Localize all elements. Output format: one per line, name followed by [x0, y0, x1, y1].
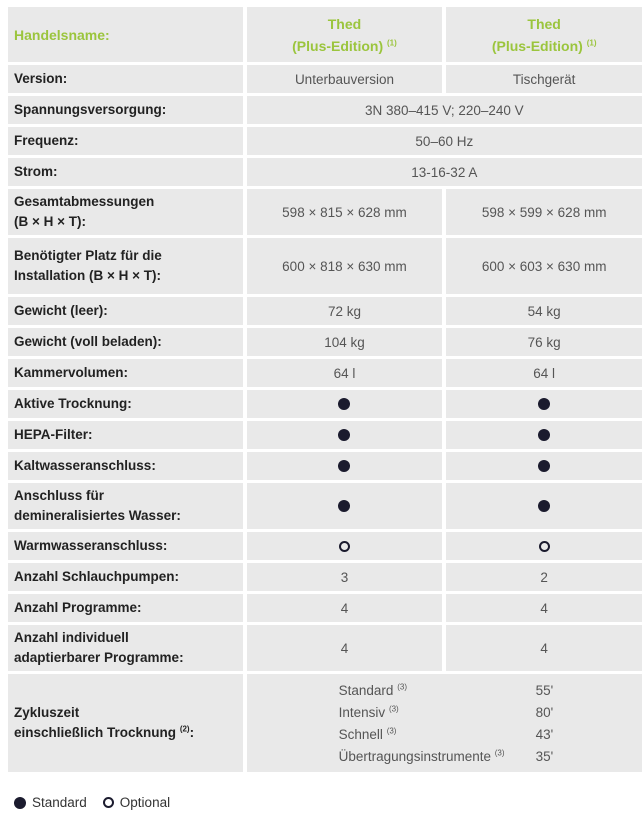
label-line1: Gesamtabmessungen — [14, 194, 155, 209]
value-b: 4 — [446, 594, 642, 622]
value-a: 64 l — [247, 359, 443, 387]
product-b-sup: (1) — [586, 37, 597, 47]
row-demin — [8, 483, 642, 529]
row-label — [8, 189, 243, 235]
value-b — [446, 421, 642, 449]
product-b-edition: (Plus-Edition) — [491, 37, 583, 54]
value-a — [247, 483, 443, 529]
row-zykluszeit — [8, 674, 642, 772]
row-label: Strom: — [8, 158, 243, 186]
cycle-time: 55' — [535, 683, 554, 698]
cycle-program: Intensiv $^{(3)}$ — [338, 704, 399, 720]
label-line2: einschließlich Trocknung — [14, 725, 177, 740]
value-b: 2 — [446, 563, 642, 591]
standard-dot-icon — [538, 460, 550, 472]
row-label: Spannungsversorgung: — [8, 96, 243, 124]
value-b — [446, 532, 642, 560]
spec-table — [8, 7, 642, 775]
cycle-times — [247, 674, 642, 772]
row-label: Gewicht (leer): — [8, 297, 243, 325]
product-a-name: Thed — [327, 15, 362, 32]
row-label: Version: — [8, 65, 243, 93]
cycle-time: 35' — [535, 749, 554, 764]
product-b-name: Thed — [527, 15, 561, 32]
label-line2: demineralisiertes Wasser: — [14, 508, 181, 523]
row-kammervolumen — [8, 359, 642, 387]
row-label: HEPA-Filter: — [8, 421, 243, 449]
value-b: 600 × 603 × 630 mm — [446, 238, 642, 294]
optional-circle-icon — [103, 797, 114, 808]
value-b: 54 kg — [446, 297, 642, 325]
row-label: Warmwasseranschluss: — [8, 532, 243, 560]
value-a: 4 — [247, 625, 443, 671]
optional-circle-icon — [339, 541, 350, 552]
value-b: 76 kg — [446, 328, 642, 356]
value-shared: 50–60 Hz — [247, 127, 642, 155]
row-gewicht-leer — [8, 297, 642, 325]
row-individuell — [8, 625, 642, 671]
header-row — [8, 7, 642, 62]
product-a-header — [247, 7, 443, 62]
value-a — [247, 390, 443, 418]
row-label: Aktive Trocknung: — [8, 390, 243, 418]
value-a: 104 kg — [247, 328, 443, 356]
row-label: Gewicht (voll beladen): — [8, 328, 243, 356]
row-label — [8, 625, 243, 671]
row-pumpen — [8, 563, 642, 591]
value-shared: 3N 380–415 V; 220–240 V — [247, 96, 642, 124]
row-label: Kaltwasseranschluss: — [8, 452, 243, 480]
standard-dot-icon — [338, 460, 350, 472]
value-a: Unterbauversion — [247, 65, 443, 93]
legend — [14, 795, 186, 810]
cycle-time: 43' — [535, 727, 554, 742]
value-a — [247, 452, 443, 480]
value-a — [247, 532, 443, 560]
standard-dot-icon — [338, 429, 350, 441]
cycle-program: Schnell $^{(3)}$ — [338, 726, 397, 742]
value-a — [247, 421, 443, 449]
header-label: Handelsname: — [8, 7, 243, 62]
label-line2: (B × H × T): — [14, 214, 87, 229]
standard-dot-icon — [538, 500, 550, 512]
row-version — [8, 65, 642, 93]
row-programme — [8, 594, 642, 622]
product-b-header — [446, 7, 642, 62]
product-a-sup: (1) — [387, 37, 397, 47]
row-label: Kammervolumen: — [8, 359, 243, 387]
value-b: Tischgerät — [446, 65, 642, 93]
label-line1: Zykluszeit — [14, 705, 80, 720]
value-a: 4 — [247, 594, 443, 622]
product-a-edition: (Plus-Edition) — [292, 37, 384, 54]
legend-optional-label: Optional — [119, 795, 171, 810]
row-platz — [8, 238, 642, 294]
label-sup: (2) — [179, 724, 190, 734]
value-b — [446, 483, 642, 529]
label-line2: adaptierbarer Programme: — [14, 650, 184, 665]
row-kaltwasser — [8, 452, 642, 480]
standard-dot-icon — [338, 500, 350, 512]
label-line1: Benötigter Platz für die — [14, 248, 162, 263]
standard-dot-icon — [538, 398, 550, 410]
row-spannung — [8, 96, 642, 124]
standard-dot-icon — [538, 429, 550, 441]
legend-optional — [103, 795, 170, 810]
row-abmessungen — [8, 189, 642, 235]
row-warmwasser — [8, 532, 642, 560]
row-gewicht-voll — [8, 328, 642, 356]
row-frequenz — [8, 127, 642, 155]
label-line1: Anschluss für — [14, 488, 105, 503]
value-b: 64 l — [446, 359, 642, 387]
row-trocknung — [8, 390, 642, 418]
label-line2: Installation (B × H × T): — [14, 268, 162, 283]
row-label: Anzahl Programme: — [8, 594, 243, 622]
row-label — [8, 238, 243, 294]
cycle-program: Standard $^{(3)}$ — [338, 682, 407, 698]
value-shared: 13-16-32 A — [247, 158, 642, 186]
value-a: 3 — [247, 563, 443, 591]
row-hepa — [8, 421, 642, 449]
label-line1: Anzahl individuell — [14, 630, 129, 645]
value-a: 598 × 815 × 628 mm — [247, 189, 443, 235]
optional-circle-icon — [539, 541, 550, 552]
row-label: Frequenz: — [8, 127, 243, 155]
standard-dot-icon — [14, 797, 26, 809]
cycle-time: 80' — [535, 705, 554, 720]
value-b — [446, 452, 642, 480]
value-b: 598 × 599 × 628 mm — [446, 189, 642, 235]
row-label: Anzahl Schlauchpumpen: — [8, 563, 243, 591]
value-a: 600 × 818 × 630 mm — [247, 238, 443, 294]
value-b: 4 — [446, 625, 642, 671]
legend-standard-label: Standard — [32, 795, 87, 810]
legend-standard — [14, 795, 87, 810]
cycle-program: Übertragungsinstrumente $^{(3)}$ — [338, 748, 505, 764]
standard-dot-icon — [338, 398, 350, 410]
row-label — [8, 483, 243, 529]
value-a: 72 kg — [247, 297, 443, 325]
value-b — [446, 390, 642, 418]
row-strom — [8, 158, 642, 186]
row-label: Zykluszeit einschließlich Trocknung $^{(2)}$: — [8, 674, 243, 772]
